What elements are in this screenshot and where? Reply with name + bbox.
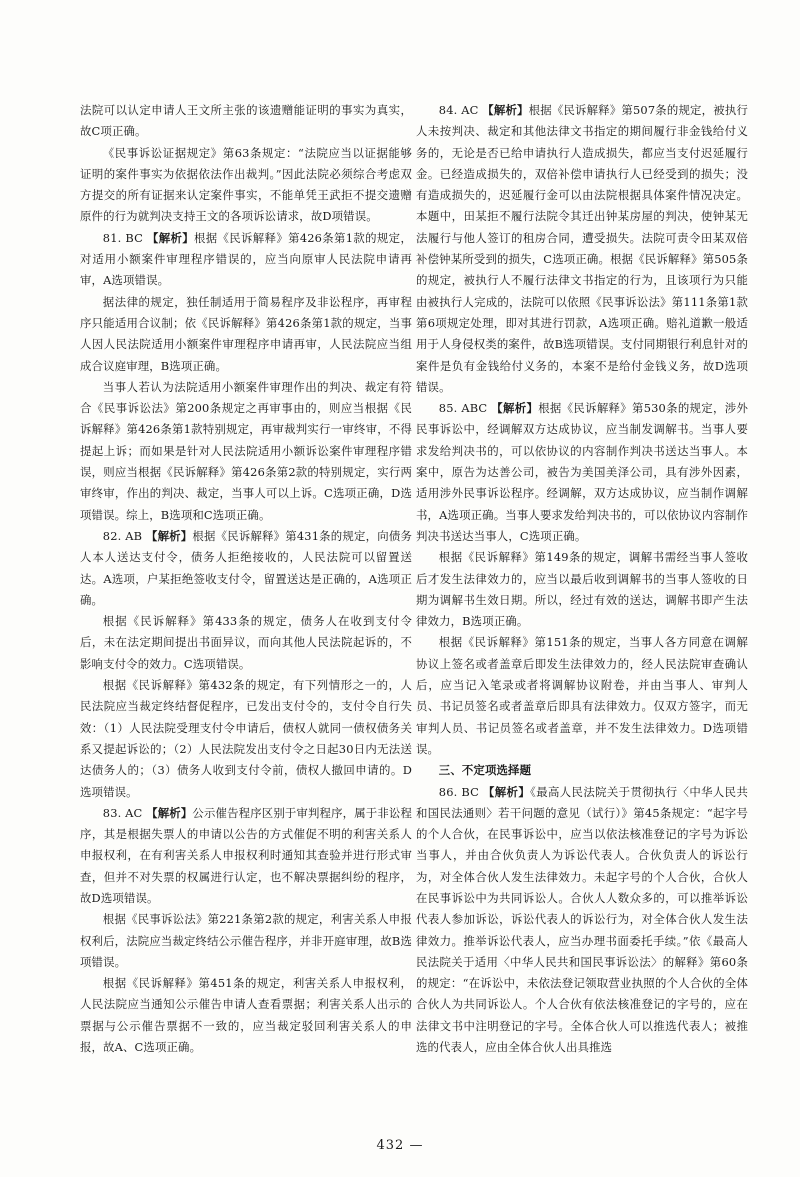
paragraph-text: 根据《民诉解释》第431条的规定，向债务人本人送达支付令，债务人拒绝接收的，人民法院可以留置送达。A选项，户某拒绝签收支付令，留置送达是正确的，A选项正确。 — [80, 528, 412, 607]
paragraph-text: 法院可以认定申请人王文所主张的该遗赠能证明的事实为真实，故C项正确。 — [80, 103, 412, 139]
paragraph-text: 根据《民诉解释》第507条的规定，被执行人未按判决、裁定和其他法律文书指定的期间履行非金钱给付义务的，无论是否已给申请执行人造成损失，都应当支付迟延履行金。已经造成损失的，双倍补偿申请执行人已经受到的损失；没有造成损失的，迟延履行金可以由法院根据具体案件情况决定。本题中，田某拒不履行法院令其迁出钟某房屋的判决，使钟某无法履行与他人签订的租房合同，遭受损失。法院可责令田某双倍补偿钟某所受到的损失，C选项正确。根据《民诉解释》第505条的规定，被执行人不履行法律文书指定的行为，且该项行为只能由被执行人完成的，法院可以依照《民事诉讼法》第111条第1款第6项规定处理，即对其进行罚款，A选项正确。赔礼道歉一般适用于人身侵权类的案件，故B选项错误。支付同期银行利息针对的案件是负有金钱给付义务的，本案不是给付金钱义务，故D选项错误。 — [416, 103, 748, 394]
page-number: 432 — — [376, 1138, 424, 1153]
right-paragraph — [416, 398, 748, 547]
right-paragraph — [416, 547, 748, 632]
paragraph-text: 根据《民诉解释》第433条的规定，债务人在收到支付令后，未在法定期间提出书面异议，而向其他人民法院起诉的，不影响支付令的效力。C选项错误。 — [80, 614, 412, 671]
left-paragraph — [80, 973, 412, 1058]
question-number: 81. BC — [102, 230, 143, 245]
paragraph-text: 据法律的规定，独任制适用于简易程序及非讼程序，再审程序只能适用合议制；依《民诉解释》第426条第1款的规定，当事人因人民法院适用小额案件审理程序申请再审，人民法院应当组成合议庭审理，B选项正确。 — [80, 294, 412, 373]
left-column — [80, 100, 412, 1058]
paragraph-text: 根据《民诉解释》第530条的规定，涉外民事诉讼中，经调解双方达成协议，应当制发调解书。当事人要求发给判决书的，可以依协议的内容制作判决书送达当事人。本案中，原告为达善公司，被告为美国美泽公司，具有涉外因素，适用涉外民事诉讼程序。经调解，双方达成协议，应当制作调解书，A选项正确。当事人要求发给判决书的，可以依协议内容制作判决书送达当事人，C选项正确。 — [416, 401, 749, 543]
analysis-tag: 【解析】 — [146, 805, 193, 820]
right-paragraph — [416, 100, 748, 398]
left-paragraph — [80, 675, 412, 803]
analysis-tag: 【解析】 — [145, 528, 193, 543]
left-paragraph — [80, 909, 412, 973]
question-number: 86. BC — [438, 784, 479, 799]
question-number: 84. AC — [438, 103, 479, 117]
paragraph-text: 公示催告程序区别于审判程序，属于非讼程序，其是根据失票人的申请以公告的方式催促不明的利害关系人申报权利，在有利害关系人申报权利时通知其查验并进行形式审查，但并不对失票的权属进行认定，也不解决票据纠纷的程序，故D选项错误。 — [80, 805, 412, 905]
left-paragraph — [80, 377, 412, 526]
paragraph-text: 根据《民诉解释》第451条的规定，利害关系人申报权利，人民法院应当通知公示催告申请人查看票据；利害关系人出示的票据与公示催告票据不一致的，应当裁定驳回利害关系人的申报，故A、C选项正确。 — [80, 976, 412, 1055]
analysis-tag: 【解析】 — [491, 401, 539, 416]
paragraph-text: 根据《民诉解释》第151条的规定，当事人各方同意在调解协议上签名或者盖章后即发生法律效力的，经人民法院审查确认后，应当记入笔录或者将调解协议附卷，并由当事人、审判人员、书记员签名或者盖章后即具有法律效力。仅双方签字，而无审判人员、书记员签名或者盖章，并不发生法律效力。D选项错误。 — [416, 635, 748, 756]
left-paragraph — [80, 526, 412, 611]
left-paragraph — [80, 292, 412, 377]
question-number: 82. AB — [102, 528, 143, 543]
paragraph-text: 根据《民诉解释》第149条的规定，调解书需经当事人签收后才发生法律效力的，应当以最后收到调解书的当事人签收的日期为调解书生效日期。所以，经过有效的送达，调解书即产生法律效力，B选项正确。 — [416, 550, 748, 629]
paragraph-text: 《最高人民法院关于贯彻执行〈中华人民共和国民法通则〉若干问题的意见（试行）》第45条规定：“起字号的个人合伙，在民事诉讼中，应当以依法核准登记的字号为诉讼当事人，并由合伙负责人为诉讼代表人。合伙负责人的诉讼行为，对全体合伙人发生法律效力。未起字号的个人合伙，合伙人在民事诉讼中为共同诉讼人。合伙人人数众多的，可以推举诉讼代表人参加诉讼，诉讼代表人的诉讼行为，对全体合伙人发生法律效力。推举诉讼代表人，应当办理书面委托手续。”依《最高人民法院关于适用〈中华人民共和国民事诉讼法〉的解释》第60条的规定：“在诉讼中，未依法登记领取营业执照的个人合伙的全体合伙人为共同诉讼人。个人合伙有依法核准登记的字号的，应在法律文书中注明登记的字号。全体合伙人可以推选代表人；被推选的代表人，应由全体合伙人出具推选 — [416, 784, 748, 1055]
left-paragraph — [80, 803, 412, 909]
question-number: 85. ABC — [438, 401, 488, 416]
paragraph-text: 根据《民诉解释》第426条第1款的规定，对适用小额案件审理程序错误的，应当向原审人民法院申请再审，A选项错误。 — [80, 230, 412, 288]
section-heading: 三、不定项选择题 — [438, 763, 532, 778]
paragraph-text: 当事人若认为法院适用小额案件审理作出的判决、裁定有符合《民事诉讼法》第200条规定之再审事由的，则应当根据《民诉解释》第426条第1款特别规定，再审裁判实行一审终审，不得提起上诉；而如果是针对人民法院适用小额诉讼案件审理程序错误，则应当根据《民诉解释》第426条第2款的特别规定，实行两审终审，作出的判决、裁定，当事人可以上诉。C选项正确，D选项错误。综上，B选项和C选项正确。 — [80, 379, 412, 522]
analysis-tag: 【解析】 — [146, 230, 194, 245]
paragraph-text: 根据《民事诉讼法》第221条第2款的规定，利害关系人申报权利后，法院应当裁定终结公示催告程序，并非开庭审理，故B选项错误。 — [80, 912, 412, 969]
paragraph-text: 根据《民诉解释》第432条的规定，有下列情形之一的，人民法院应当裁定终结督促程序，已发出支付令的，支付令自行失效：（1）人民法院受理支付令申请后，债权人就同一债权债务关系又提起诉讼的；（2）人民法院发出支付令之日起30日内无法送达债务人的；（3）债务人收到支付令前，债权人撤回申请的。D选项错误。 — [80, 678, 412, 799]
left-paragraph — [80, 143, 412, 228]
right-column — [416, 100, 748, 1058]
left-paragraph — [80, 611, 412, 675]
right-paragraph — [416, 632, 748, 760]
left-paragraph — [80, 228, 412, 292]
analysis-tag: 【解析】 — [483, 784, 531, 799]
left-paragraph — [80, 100, 412, 143]
question-number: 83. AC — [102, 805, 143, 820]
analysis-tag: 【解析】 — [482, 103, 529, 117]
right-paragraph — [416, 782, 748, 1059]
paragraph-text: 《民事诉讼证据规定》第63条规定：“法院应当以证据能够证明的案件事实为依据依法作出裁判。”因此法院必须综合考虑双方提交的所有证据来认定案件事实，不能单凭王武拒不提交遗赠原件的行为就判决支持王文的各项诉讼请求，故D项错误。 — [80, 145, 412, 224]
